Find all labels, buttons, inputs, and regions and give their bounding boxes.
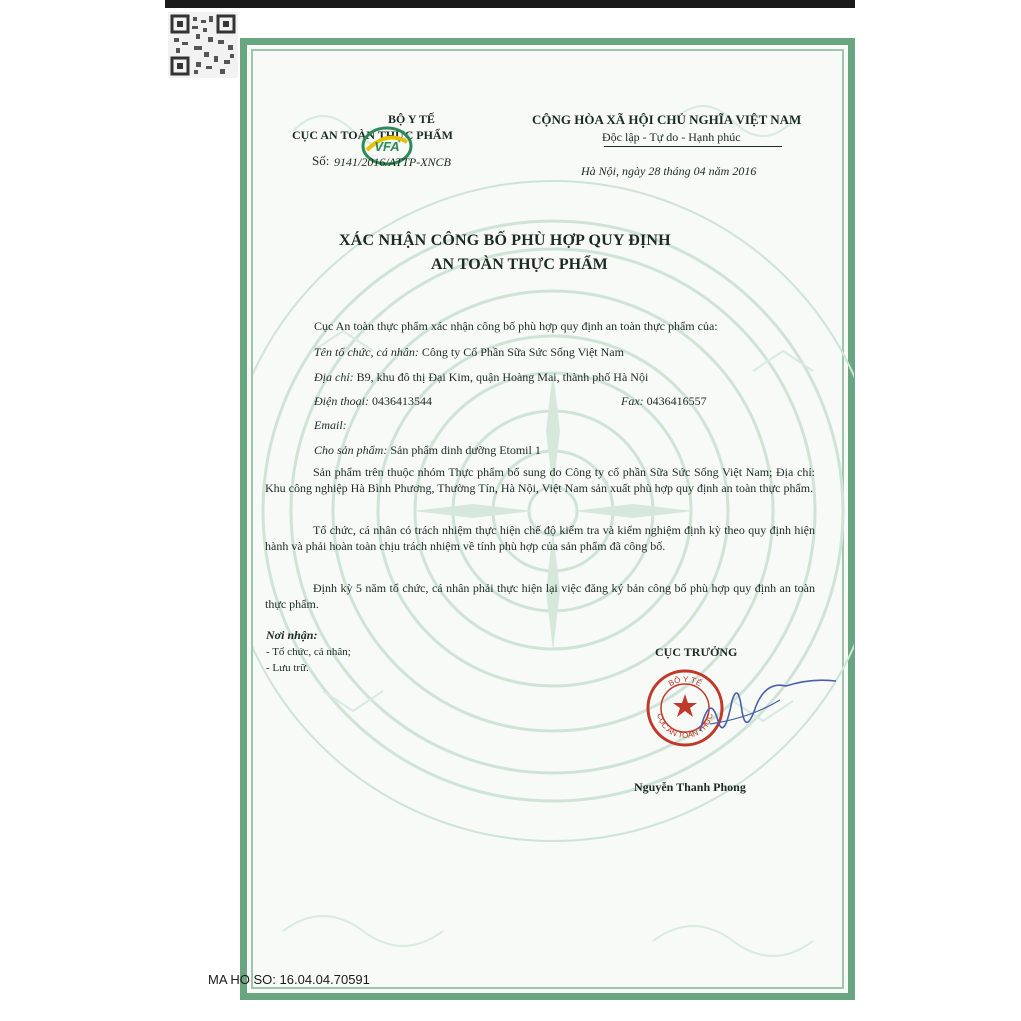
qr-code-icon	[168, 12, 238, 78]
body-paragraph-2: Tổ chức, cá nhân có trách nhiệm thực hiện chế độ kiểm tra và kiểm nghiệm định kỳ theo quy định hiện hành và phải hoàn toàn chịu trách nhiệm về tính phù hợp của sản phẩm đã công bố.	[265, 523, 815, 553]
vfa-logo-text: VFA	[374, 139, 400, 154]
organization-line	[314, 345, 624, 360]
signer-position: CỤC TRƯỞNG	[655, 645, 738, 659]
email-label: Email:	[314, 418, 347, 432]
national-motto: Độc lập - Tự do - Hạnh phúc	[602, 130, 741, 144]
doc-number-label: Số:	[312, 153, 330, 168]
top-bar	[165, 0, 855, 8]
address-label: Địa chỉ:	[314, 370, 354, 384]
recipient-item: - Lưu trữ.	[266, 662, 309, 674]
organization-value: Công ty Cổ Phần Sữa Sức Sống Việt Nam	[421, 345, 624, 359]
product-line	[314, 443, 541, 458]
product-value: Sản phẩm dinh dưỡng Etomil 1	[390, 443, 541, 457]
body-paragraph-1: Sản phẩm trên thuộc nhóm Thực phẩm bổ sung do Công ty cổ phần Sữa Sức Sống Việt Nam; Địa chỉ: Khu công nghiệp Hà Bình Phương, Thường Tín, Hà Nội, Việt Nam sản xuất phù hợp quy định an toàn thực phẩm.	[265, 465, 815, 495]
nation-name: CỘNG HÒA XÃ HỘI CHỦ NGHĨA VIỆT NAM	[532, 112, 802, 127]
fax-label: Fax:	[621, 394, 644, 408]
address-line	[314, 370, 648, 385]
certificate-inner-border	[251, 49, 844, 989]
dossier-number: MA HO SO: 16.04.04.70591	[208, 972, 370, 987]
seal-bottom-text: CỤC AN TOÀN THỰC	[655, 712, 715, 741]
fax-line	[621, 394, 707, 409]
place-date: Hà Nội, ngày 28 tháng 04 năm 2016	[581, 164, 757, 178]
ministry-name: BỘ Y TẾ	[388, 112, 435, 126]
address-value: B9, khu đô thị Đại Kim, quận Hoàng Mai, thành phố Hà Nội	[356, 370, 649, 384]
organization-label: Tên tổ chức, cá nhân:	[314, 345, 419, 359]
recipient-item: - Tổ chức, cá nhân;	[266, 646, 351, 658]
handwritten-signature	[690, 676, 840, 746]
signer-name: Nguyễn Thanh Phong	[634, 780, 746, 794]
certificate-frame	[240, 38, 855, 1000]
document-title-line2: AN TOÀN THỰC PHẨM	[431, 256, 608, 273]
doc-number: 9141/2016/ATTP-XNCB	[334, 155, 451, 169]
motto-underline	[604, 146, 782, 147]
intro-text: Cục An toàn thực phẩm xác nhận công bố phù hợp quy định an toàn thực phẩm của:	[314, 319, 718, 333]
product-label: Cho sản phẩm:	[314, 443, 388, 457]
seal-top-text: BỘ Y TẾ	[666, 674, 704, 689]
phone-line	[314, 394, 432, 409]
body-paragraph-3: Định kỳ 5 năm tổ chức, cá nhân phải thực hiện lại việc đăng ký bản công bố phù hợp quy định an toàn thực phẩm.	[265, 581, 815, 611]
fax-value: 0436416557	[646, 394, 707, 408]
phone-label: Điện thoại:	[314, 394, 369, 408]
phone-value: 0436413544	[372, 394, 432, 408]
recipients-title: Nơi nhận:	[266, 628, 318, 642]
document-title-line1: XÁC NHẬN CÔNG BỐ PHÙ HỢP QUY ĐỊNH	[339, 232, 671, 249]
agency-name: CỤC AN TOÀN THỰC PHẨM	[292, 128, 453, 142]
